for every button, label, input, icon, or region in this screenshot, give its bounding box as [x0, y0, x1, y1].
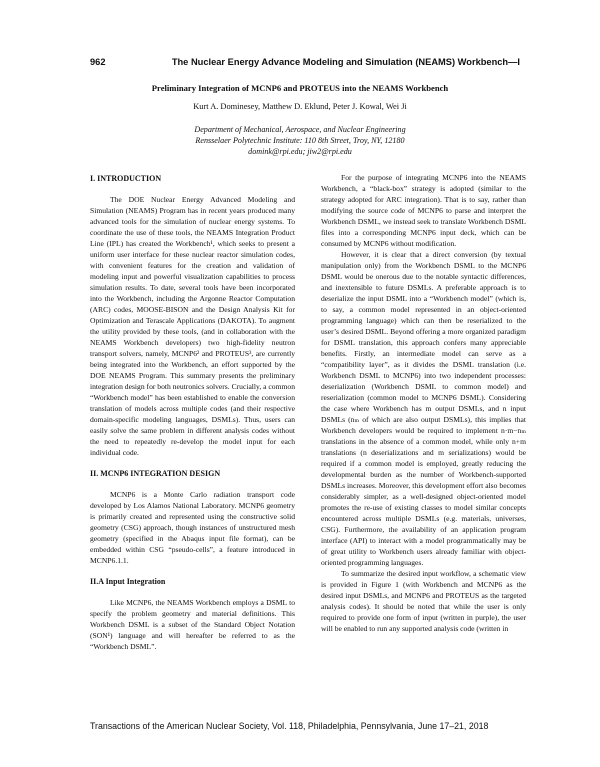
right-column: [321, 172, 526, 634]
running-title: The Nuclear Energy Advance Modeling and Simulation (NEAMS) Workbench—I: [171, 57, 520, 67]
workflow-summary-paragraph: To summarize the desired input workflow, a schematic view is provided in Figure 1 (with Workbench and MCNP6 as the desired input DSMLs, and MCNP6 and PROTEUS as the targeted analysis codes). It should be noted that while the user is only required to provide one form of input (written in purple), the user will be enabled to run any supported analysis code (written in: [321, 569, 526, 633]
introduction-paragraph: The DOE Nuclear Energy Advanced Modeling and Simulation (NEAMS) Program has in recent years produced many advanced tools for the simulation of nuclear energy systems. To coordinate the use of these tools, the NEAMS Integration Product Line (IPL) has created the Workbench¹, which seeks to present a uniform user interface for these nuclear reactor simulation codes, with convenient features for the creation and validation of modeling input and powerful visualization capabilities to process simulation results. To date, several tools have been incorporated into the Workbench, including the Argonne Reactor Computation (ARC) codes, MOOSE-BISON and the Design Analysis Kit for Optimization and Terascale Applications (DAKOTA). To augment the utility provided by these tools, (and in collaboration with the NEAMS Workbench developers) two high-fidelity neutron transport solvers, namely, MCNP6² and PROTEUS³, are currently being integrated into the Workbench, an effort supported by the DOE NEAMS Program. This summary presents the preliminary integration design for both neutronics solvers. Crucially, a common “Workbench model” has been established to enable the conversion translation of models across multiple codes (and their respective domain-specific modeling languages, DSMLs). Thus, users can easily solve the same problem in different analysis codes without the need to repeatedly re-develop the model input for each individual code.: [90, 195, 295, 457]
affiliation-address: Rensselaer Polytechnic Institute: 110 8th Street, Troy, NY, 12180: [195, 136, 405, 145]
section-heading-mcnp6-integration: II. MCNP6 INTEGRATION DESIGN: [90, 469, 221, 478]
paper-title: Preliminary Integration of MCNP6 and PROTEUS into the NEAMS Workbench: [151, 83, 449, 93]
affiliation-department: Department of Mechanical, Aerospace, and Nuclear Engineering: [194, 125, 406, 134]
common-model-paragraph: However, it is clear that a direct conversion (by textual manipulation only) from the Workbench DSML to the MCNP6 DSML would be onerous due to the notable syntactic differences, and inextensible to future DSMLs. A preferable approach is to deserialize the input DSML into a “Workbench model” (which is, to say, a common model represented in an object-oriented programming language) which can then be reserialized to the user’s desired DSML. Beyond offering a more organized paradigm for DSML translation, this approach confers many appreciable benefits. Firstly, an intermediate model can serve as a “compatibility layer”, as it divides the DSML translation (i.e. Workbench DSML to MCNP6) into two independent processes: deserialization (Workbench DSML to common model) and reserialization (common model to MCNP6 DSML). Considering the case where Workbench has m output DSMLs, and n input DSMLs (nₘ of which are also output DSMLs), this implies that Workbench developers would be required to implement n·m−nₘ translations in the absence of a common model, while only n+m translations (n deserializations and m serializations) would be required if a common model is employed, greatly reducing the developmental burden as the number of Workbench-supported DSMLs increases. Moreover, this development effort also becomes considerably simpler, as a well-designed object-oriented model promotes the re-use of existing classes to model similar concepts encountered across multiple DSMLs (e.g. materials, universes, CSG). Furthermore, the availability of an application program interface (API) to interact with a model programmatically may be of great utility to Workbench users already familiar with object-oriented programming languages.: [321, 250, 526, 567]
page-number: 962: [90, 57, 106, 67]
affiliation-emails: domink@rpi.edu; jiw2@rpi.edu: [248, 147, 352, 156]
affiliation: [60, 124, 540, 157]
section-heading-input-integration: II.A Input Integration: [90, 577, 166, 586]
paper-authors: Kurt A. Dominesey, Matthew D. Eklund, Peter J. Kowal, Wei Ji: [193, 102, 407, 111]
mcnp6-integration-paragraph: MCNP6 is a Monte Carlo radiation transport code developed by Los Alamos National Laboratory. MCNP6 geometry is primarily created and represented using the constructive solid geometry (CSG) approach, though instances of unstructured mesh geometry (specified in the Abaqus input file format), can be embedded within CSG “pseudo-cells”, a feature introduced in MCNP6.1.1.: [90, 490, 295, 565]
input-integration-paragraph: Like MCNP6, the NEAMS Workbench employs a DSML to specify the problem geometry and material definitions. This Workbench DSML is a subset of the Standard Object Notation (SON¹) language and will hereafter be referred to as the “Workbench DSML”.: [90, 598, 295, 651]
black-box-strategy-paragraph: For the purpose of integrating MCNP6 into the NEAMS Workbench, a “black-box” strategy is adopted (similar to the strategy adopted for ARC integration). That is to say, rather than modifying the source code of MCNP6 to parse and interpret the Workbench DSML, we instead seek to translate Workbench DSML files into a corresponding MCNP6 input deck, which can be consumed by MCNP6 without modification.: [321, 173, 526, 248]
section-heading-introduction: I. INTRODUCTION: [90, 174, 162, 183]
left-column: [90, 173, 295, 652]
page-footer: Transactions of the American Nuclear Society, Vol. 118, Philadelphia, Pennsylvania, June 17–21, 2018: [90, 721, 489, 731]
